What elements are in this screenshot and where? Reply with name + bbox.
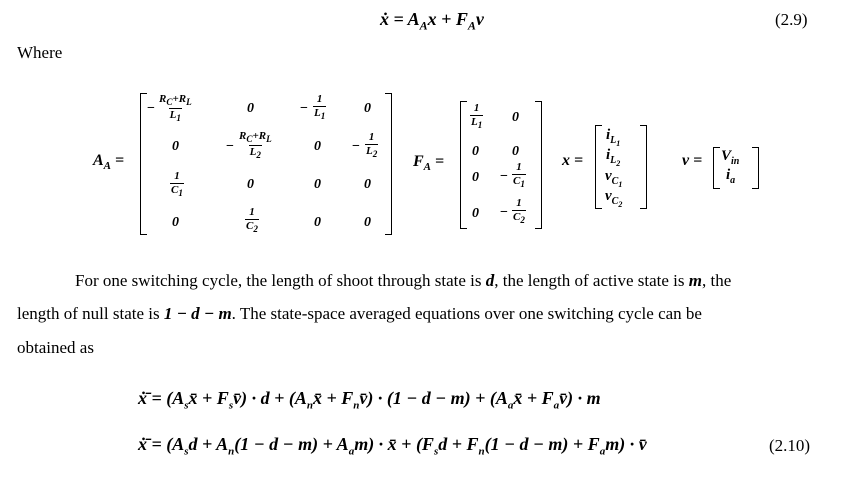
where-label: Where (17, 43, 63, 62)
equation-number-2-10: (2.10) (769, 436, 811, 455)
vector-v-label: v = (682, 152, 703, 169)
vector-x: $i_{L_1}$ $i_{L_2}$ $v_{C_1}$ $v_{C_2}$ (595, 125, 647, 209)
matrix-f-label: $F_A$ = (413, 153, 445, 174)
paragraph-line-1: For one switching cycle, the length of shoot through state is d, the length of active state is m, the (75, 271, 732, 290)
paragraph-line-3: obtained as (17, 338, 94, 357)
vector-x-label: x = (562, 152, 584, 169)
matrix-a-label: $A_A$ = (93, 152, 125, 173)
equation-2-9: ẋ = $A_Ax + F_Av$ (380, 9, 484, 33)
paragraph-line-2: length of null state is 1 − d − m. The state-space averaged equations over one switching cycle can be (17, 304, 702, 323)
vector-v: $V_{in}$ $i_a$ (713, 147, 759, 189)
matrix-f: $\frac{1}{L_1}$ 0 0 0 0 − $\frac{1}{C_1}$ 0 − $\frac{1}{C_2}$ (460, 101, 542, 229)
averaged-equation-line-2: ẋ̄ = $(A_sd + A_n(1 - d - m) + A_am)$ · x̄ + $(F_sd + F_n(1 - d - m) + F_am)$ · v̄ (138, 434, 647, 458)
matrix-a: − $\frac{R_C+R_L}{L_1}$ 0 − $\frac{1}{L_1}$ 0 0 − $\frac{R_C+R_L}{L_2}$ 0 − $\frac{1}{L_2}$ $\frac{1}{C_1}$ 0 0 0 0 $\frac{1}{C_2}$ 0 0 (140, 93, 392, 235)
averaged-equation-line-1: ẋ̄ = ($A_sx̄$ + $F_sv̄) \cdot d$ + ($A_nx̄$ + $F_nv̄) \cdot (1 - d - m)$ + ($A_ax̄$ + $F_av̄) \cdot m$ (138, 388, 601, 412)
equation-number-2-9: (2.9) (775, 10, 808, 29)
